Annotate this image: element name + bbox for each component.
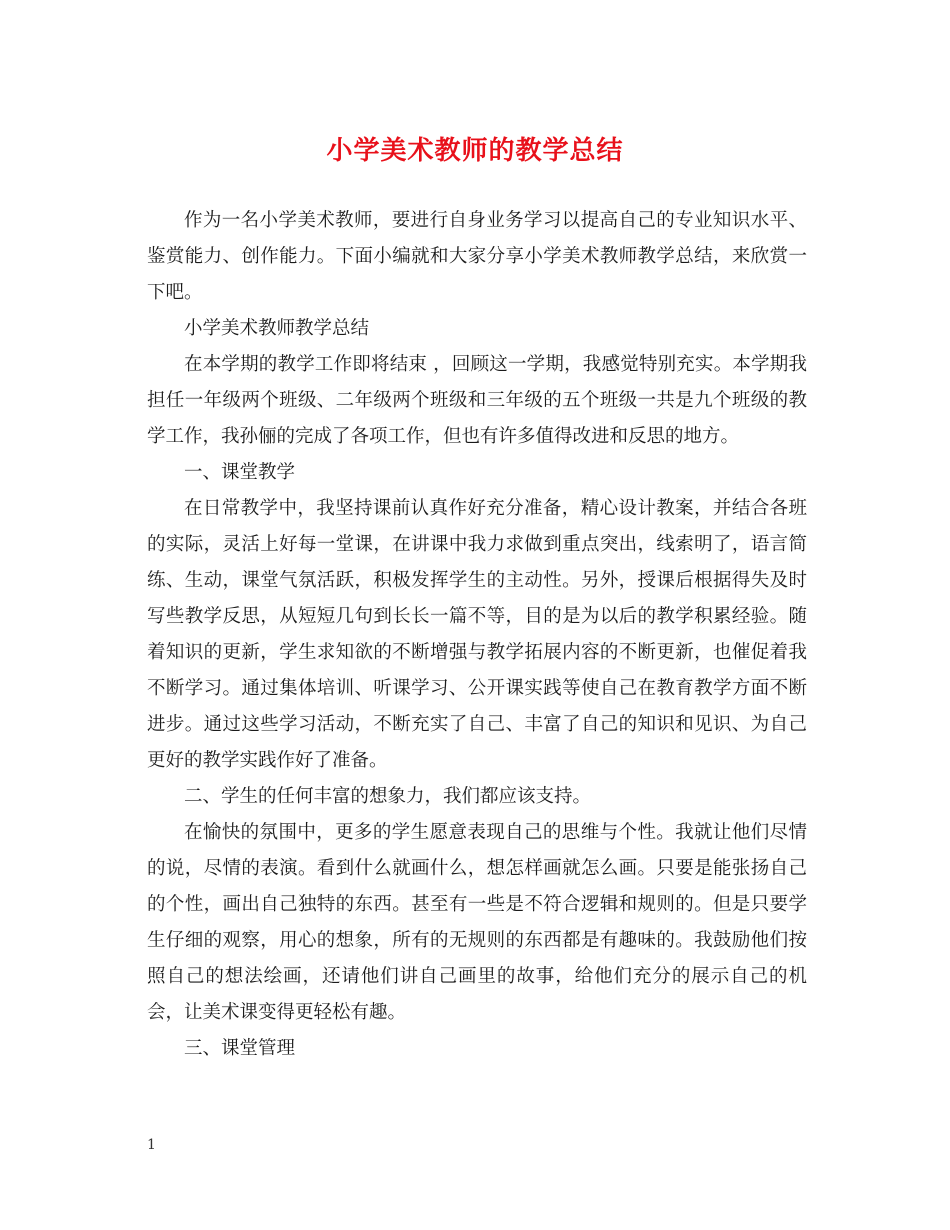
- paragraph-overview: 在本学期的教学工作即将结束 ，回顾这一学期，我感觉特别充实。本学期我担任一年级两个班级、二年级两个班级和三年级的五个班级一共是九个班级的教学工作，我孙俪的完成了各项工作，但也有许多值得改进和反思的地方。: [147, 354, 807, 447]
- paragraph-imagination: 在愉快的氛围中，更多的学生愿意表现自己的思维与个性。我就让他们尽情的说，尽情的表演。看到什么就画什么，想怎样画就怎么画。只要是能张扬自己的个性，画出自己独特的东西。甚至有一些是不符合逻辑和规则的。但是只要学生仔细的观察，用心的想象，所有的无规则的东西都是有趣味的。我鼓励他们按照自己的想法绘画，还请他们讲自己画里的故事，给他们充分的展示自己的机会，让美术课变得更轻松有趣。: [147, 822, 807, 1023]
- document-body: [147, 203, 807, 1067]
- section-heading-imagination: 二、学生的任何丰富的想象力，我们都应该支持。: [184, 786, 592, 807]
- section-heading-classroom-management: 三、课堂管理: [184, 1038, 296, 1059]
- paragraph-classroom-teaching: 在日常教学中，我坚持课前认真作好充分准备，精心设计教案，并结合各班的实际，灵活上好每一堂课，在讲课中我力求做到重点突出，线索明了，语言简练、生动，课堂气氛活跃，积极发挥学生的主动性。另外，授课后根据得失及时写些教学反思，从短短几句到长长一篇不等，目的是为以后的教学积累经验。随着知识的更新，学生求知欲的不断增强与教学拓展内容的不断更新，也催促着我不断学习。通过集体培训、听课学习、公开课实践等使自己在教育教学方面不断进步。通过这些学习活动，不断充实了自己、丰富了自己的知识和见识、为自己更好的教学实践作好了准备。: [147, 498, 807, 771]
- page-number: 1: [147, 1137, 156, 1153]
- section-heading-classroom-teaching: 一、课堂教学: [184, 462, 296, 483]
- paragraph-intro: 作为一名小学美术教师，要进行自身业务学习以提高自己的专业知识水平、鉴赏能力、创作能力。下面小编就和大家分享小学美术教师教学总结，来欣赏一下吧。: [147, 210, 807, 303]
- document-title: 小学美术教师的教学总结: [326, 136, 624, 166]
- paragraph-subtitle: 小学美术教师教学总结: [184, 318, 370, 339]
